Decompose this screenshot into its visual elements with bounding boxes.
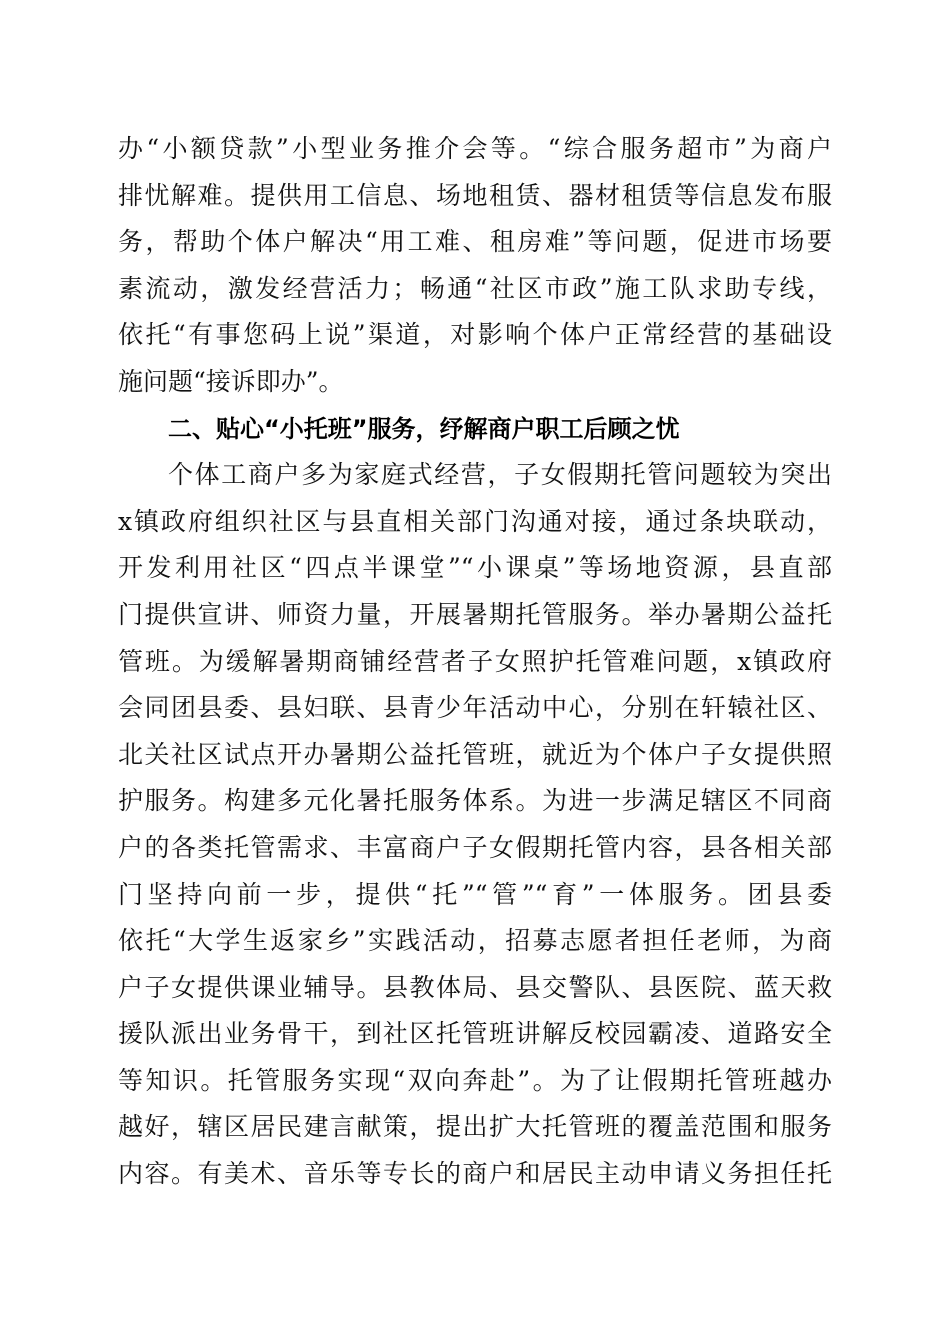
text-line: 办“小额贷款”小型业务推介会等。“综合服务超市”为商户 <box>118 134 832 163</box>
text-line: 务，帮助个体户解决“用工难、租房难”等问题，促进市场要 <box>118 227 832 257</box>
paragraph-first-line: 个体工商户多为家庭式经营，子女假期托管问题较为突出 <box>168 460 832 490</box>
body-text <box>118 126 832 1198</box>
text-line: 户的各类托管需求、丰富商户子女假期托管内容，县各相关部 <box>118 832 832 862</box>
text-line: 施问题“接诉即办”。 <box>118 366 344 396</box>
text-line: 会同团县委、县妇联、县青少年活动中心，分别在轩辕社区、 <box>118 693 832 723</box>
text-line: 开发利用社区“四点半课堂”“小课桌”等场地资源，县直部 <box>118 553 832 583</box>
text-line: 依托“大学生返家乡”实践活动，招募志愿者担任老师，为商 <box>118 926 832 956</box>
text-line: 管班。为缓解暑期商铺经营者子女照护托管难问题，x镇政府 <box>118 646 832 676</box>
text-line: 户子女提供课业辅导。县教体局、县交警队、县医院、蓝天救 <box>118 972 832 1002</box>
text-line: 门提供宣讲、师资力量，开展暑期托管服务。举办暑期公益托 <box>118 599 832 629</box>
text-line: 护服务。构建多元化暑托服务体系。为进一步满足辖区不同商 <box>118 786 832 816</box>
text-line: 等知识。托管服务实现“双向奔赴”。为了让假期托管班越办 <box>118 1065 832 1095</box>
text-line: 素流动，激发经营活力；畅通“社区市政”施工队求助专线， <box>118 273 832 303</box>
text-line: 依托“有事您码上说”渠道，对影响个体户正常经营的基础设 <box>118 320 832 350</box>
text-line: 内容。有美术、音乐等专长的商户和居民主动申请义务担任托 <box>118 1159 832 1189</box>
text-line: 北关社区试点开办暑期公益托管班，就近为个体户子女提供照 <box>118 739 832 769</box>
text-line: x镇政府组织社区与县直相关部门沟通对接，通过条块联动， <box>118 506 832 536</box>
text-line: 援队派出业务骨干，到社区托管班讲解反校园霸凌、道路安全 <box>118 1019 832 1049</box>
text-line: 门坚持向前一步，提供“托”“管”“育”一体服务。团县委 <box>118 879 832 909</box>
text-line: 排忧解难。提供用工信息、场地租赁、器材租赁等信息发布服 <box>118 180 832 210</box>
text-line: 越好，辖区居民建言献策，提出扩大托管班的覆盖范围和服务 <box>118 1112 832 1142</box>
section-heading: 二、贴心“小托班”服务，纾解商户职工后顾之忧 <box>168 414 680 443</box>
